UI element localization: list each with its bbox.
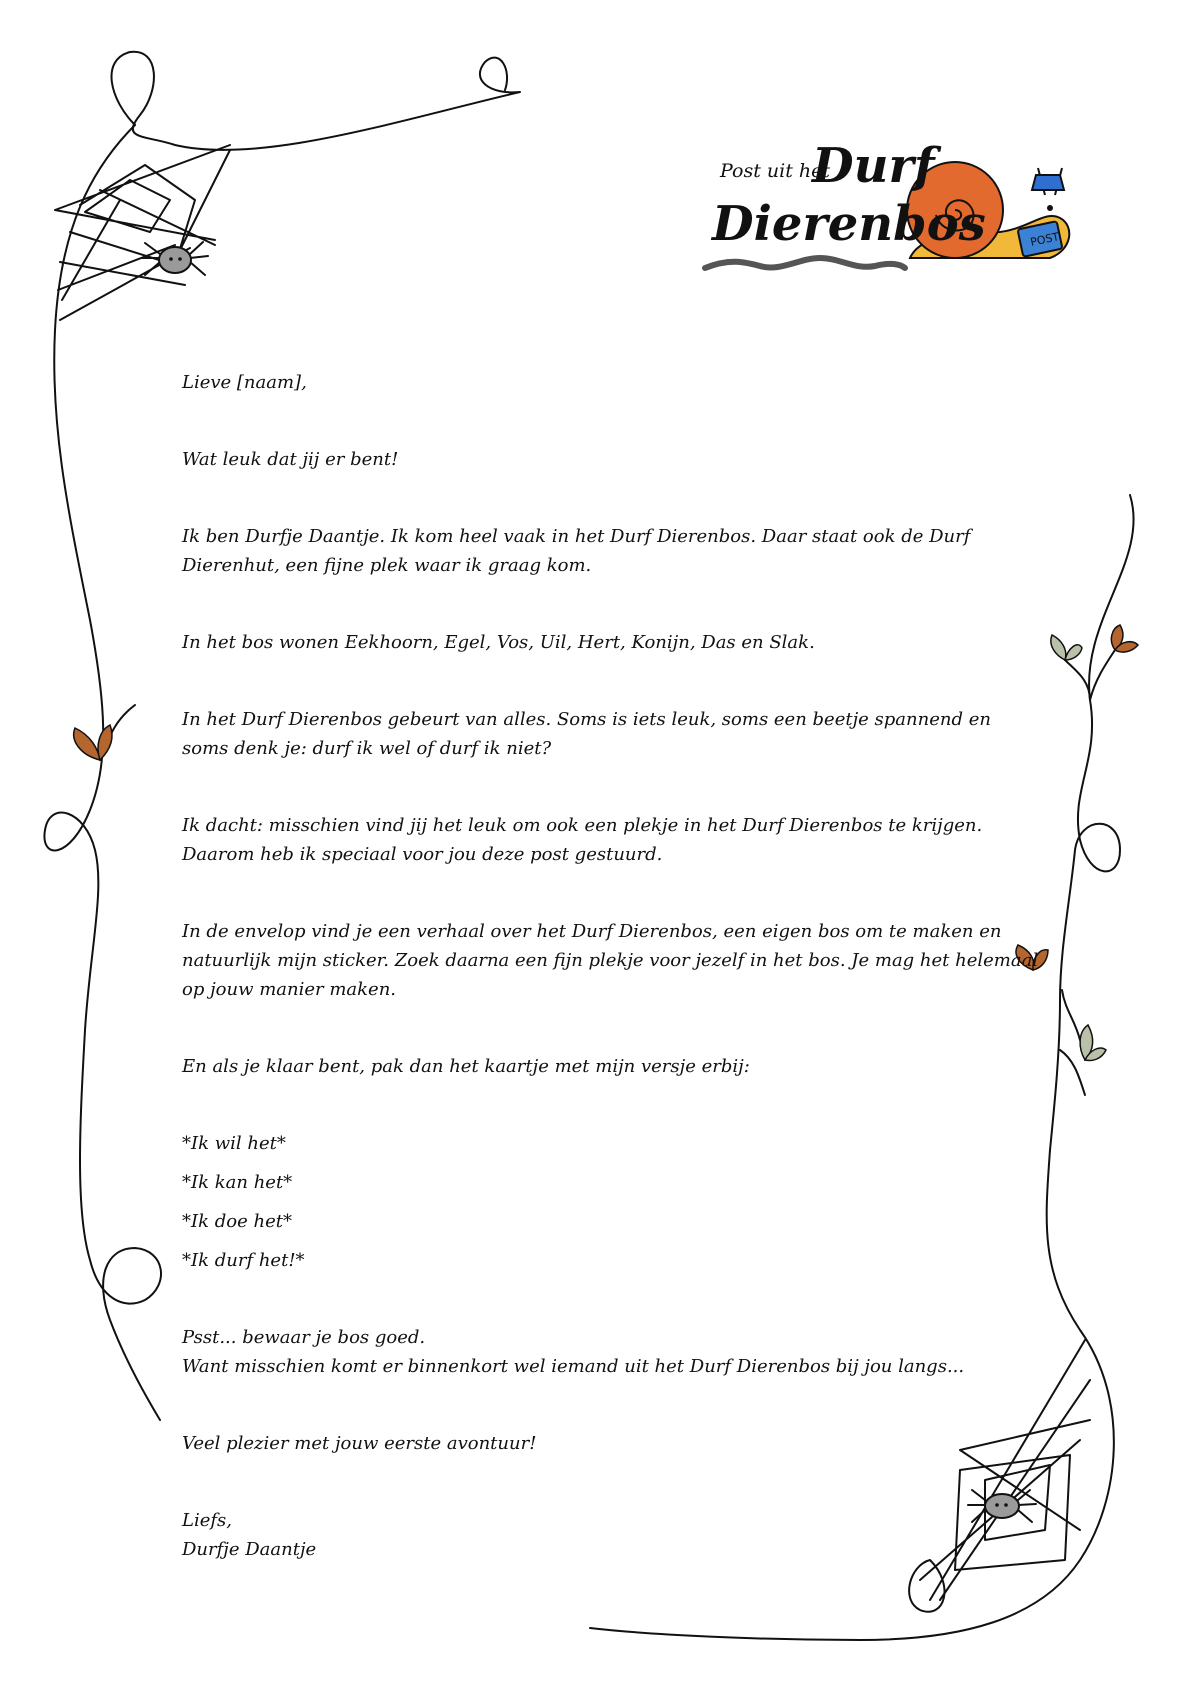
paragraph-2: Ik ben Durfje Daantje. Ik kom heel vaak in het Durf Dierenbos. Daar staat ook de Durf Dierenhut, een fijne plek waar ik graag kom. (182, 526, 971, 576)
greeting: Lieve [naam], (182, 372, 307, 393)
paragraph-5: Ik dacht: misschien vind jij het leuk om ook een plekje in het Durf Dierenbos te krijgen. Daarom heb ik speciaal voor jou deze post gestuurd. (182, 815, 983, 865)
ground-squiggle (705, 258, 905, 268)
leaf-right-2 (1065, 645, 1082, 660)
leaf-right-1 (1051, 635, 1066, 660)
logo-small-text: Post uit het (720, 160, 830, 182)
paragraph-3: In het bos wonen Eekhoorn, Egel, Vos, Uil, Hert, Konijn, Das en Slak. (182, 632, 815, 653)
verse-line: *Ik kan het* (182, 1172, 293, 1193)
signature: Durfje Daantje (182, 1539, 317, 1560)
verse-line: *Ik wil het* (182, 1133, 286, 1154)
letter-body (182, 368, 1042, 1564)
post-sign-text: POST (1029, 230, 1061, 249)
postscript-2: Want misschien komt er binnenkort wel iemand uit het Durf Dierenbos bij jou langs... (182, 1356, 965, 1377)
snail-hat (1032, 175, 1064, 190)
postscript-1: Psst... bewaar je bos goed. (182, 1327, 426, 1348)
leaf-left-1 (74, 728, 100, 760)
paragraph-1: Wat leuk dat jij er bent! (182, 449, 399, 470)
verse-line: *Ik doe het* (182, 1211, 292, 1232)
logo-title-line1: Durf (812, 138, 935, 194)
spider-top-left (159, 247, 191, 273)
leaf-stem-right-mid (1062, 990, 1080, 1040)
verse-line: *Ik durf het!* (182, 1250, 305, 1271)
web-top-left (55, 145, 230, 320)
leaf-left-2 (98, 725, 112, 760)
top-vine (111, 52, 520, 150)
logo-title-line2: Dierenbos (712, 196, 986, 252)
closing: Veel plezier met jouw eerste avontuur! (182, 1433, 537, 1454)
paragraph-6: In de envelop vind je een verhaal over het Durf Dierenbos, een eigen bos om te maken en natuurlijk mijn sticker. Zoek daarna een fijn plekje voor jezelf in het bos. Je mag het helemaal op jouw manier maken. (182, 921, 1039, 1000)
paragraph-4: In het Durf Dierenbos gebeurt van alles. Soms is iets leuk, soms een beetje spannend en soms denk je: durf ik wel of durf ik niet? (182, 709, 991, 759)
paragraph-7: En als je klaar bent, pak dan het kaartje met mijn versje erbij: (182, 1056, 750, 1077)
leaf-stem-right-low (1060, 1050, 1085, 1095)
snail-eye (1047, 205, 1053, 211)
signoff: Liefs, (182, 1510, 232, 1531)
